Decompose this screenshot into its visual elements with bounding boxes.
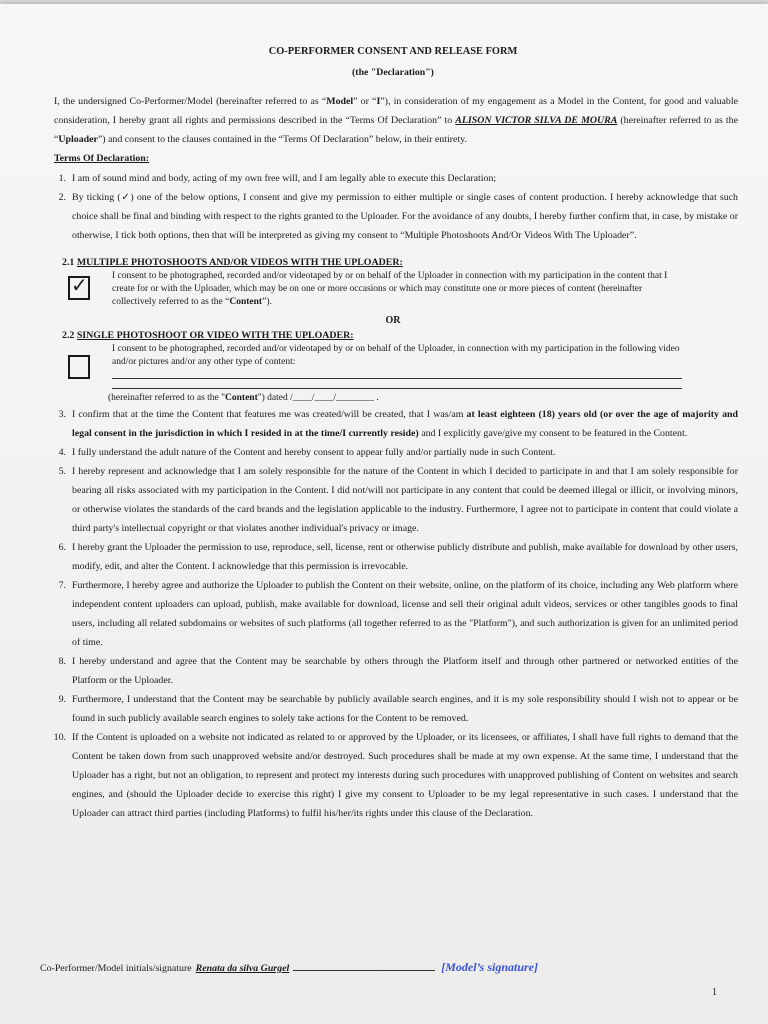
clause-text: If the Content is uploaded on a website not indicated as related to or approved by the Uploader, or its licensees, or affiliates, I shall have full rights to demand that the Content be taken down from such unapproved website and/or destroyed. Such procedures shall be made at my own expense. At the same time, I understand that the Uploader has a right, but not an obligation, to represent and protect my interests during such procedures with unapproved publishing of Content on websites and search engines, and (should the Uploader decide to exercise this right) I give my consent to Uploader to be my legal representative in such cases. I understand that the Uploader can attract third parties (including Platforms) to fulfil his/her/its rights under this clause of the Declaration.: [72, 732, 738, 819]
page-number: 1: [712, 987, 717, 998]
option-single-checkbox[interactable]: [68, 355, 90, 379]
signature-line[interactable]: [293, 960, 435, 971]
clause-text: Furthermore, I understand that the Content may be searchable by publicly available search engines, and it is my sole responsibility should I wish not to appear or be found in such publicly available search engines to solely take actions for the Content to be removed.: [72, 694, 738, 724]
document-page: [0, 4, 768, 1024]
clause-5: [48, 462, 738, 538]
option-heading-text: SINGLE PHOTOSHOOT OR VIDEO WITH THE UPLOADER:: [76, 330, 354, 341]
uploader-term: Uploader: [58, 134, 98, 145]
clause-number: 6.: [58, 542, 66, 553]
clause-number: 1.: [58, 173, 66, 184]
intro-text-5: ”) and consent to the clauses contained in the “Terms Of Declaration” below, in their entirety.: [97, 134, 467, 145]
clause-3-text-a: I confirm that at the time the Content that features me was created/will be created, that I was/am: [72, 409, 467, 420]
document-body: [48, 42, 738, 823]
checkmark-icon: ✓: [71, 273, 88, 297]
option-multiple-checkbox[interactable]: [68, 273, 90, 300]
signature-row: [40, 960, 740, 975]
clause-number: 3.: [58, 409, 66, 420]
clause-text: Furthermore, I hereby agree and authorize the Uploader to publish the Content on their website, online, on the platform of its choice, including any Web platform where independent content uploaders can upload, publish, make available for download, license and sell their original adult videos, services or other tangibles goods to final users, including all related subdomains or websites of such platforms (all together referred to as the "Platform"), and such authorization is given for an unlimited period of time.: [72, 580, 738, 648]
clause-text: I am of sound mind and body, acting of my own free will, and I am legally able to execute this Declaration;: [72, 173, 497, 184]
dated-suffix: ") dated /____/____/________ .: [257, 393, 379, 403]
clause-6: [48, 538, 738, 576]
blank-line-2[interactable]: [112, 379, 682, 389]
clause-text: I hereby grant the Uploader the permission to use, reproduce, sell, license, rent or otherwise publicly distribute and publish, make available for download by other users, modify, edit, and alter the Content. I acknowledge that this permission is irrevocable.: [72, 542, 738, 572]
option-prefix: 2.2: [62, 330, 77, 341]
document-subtitle: (the "Declaration"): [352, 67, 434, 78]
signature-label: Co-Performer/Model initials/signature: [40, 963, 192, 974]
option-multiple-heading: [62, 257, 738, 268]
clause-number: 8.: [58, 656, 66, 667]
clauses-list: [48, 443, 738, 823]
clause-4: [48, 443, 738, 462]
dated-prefix: (hereinafter referred to as the ": [108, 393, 226, 403]
option-heading-text: MULTIPLE PHOTOSHOOTS AND/OR VIDEOS WITH THE UPLOADER:: [76, 257, 403, 268]
clause-10: [48, 728, 738, 823]
clause-3-text-b: and I explicitly gave/give my consent to be featured in the Content.: [418, 428, 688, 439]
option-single-row: [68, 343, 738, 389]
option-single-body: [112, 343, 682, 389]
clause-text: By ticking (✓) one of the below options, I consent and give my permission to either multiple or single cases of content production. I hereby acknowledge that such choice shall be final and binding with respect to the rights granted to the Uploader. For the avoidance of any doubts, I hereby further confirm that, in case, by mistake or otherwise, I tick both options, then that will be interpreted as giving my consent to “Multiple Photoshoots And/Or Videos With The Uploader”.: [72, 192, 738, 241]
option-prefix: 2.1: [62, 257, 77, 268]
clause-number: 4.: [58, 447, 66, 458]
clause-number: 9.: [58, 694, 66, 705]
option-single-heading: [62, 330, 738, 341]
clause-number: 7.: [58, 580, 66, 591]
uploader-name: ALISON VICTOR SILVA DE MOURA: [455, 115, 618, 126]
dated-line: [108, 393, 738, 403]
option-text-end: ”).: [262, 297, 272, 307]
clause-number: 10.: [53, 732, 66, 743]
or-separator: OR: [385, 315, 401, 326]
content-term: Content: [225, 393, 258, 403]
clause-1: [48, 169, 738, 188]
document-title: CO-PERFORMER CONSENT AND RELEASE FORM: [268, 46, 518, 57]
clause-2: [48, 188, 738, 245]
clause-text: [72, 405, 738, 443]
option-single-text: I consent to be photographed, recorded and/or videotaped by or on behalf of the Uploader, in connection with my participation in the following video and/or pictures and/or any other type of content:: [112, 344, 680, 367]
intro-text-3: ”), in consideration of my engagement as a Model in the Content, for good and valuable consideration, I hereby grant all rights and permissions described in the “Terms Of Declaration” to: [54, 96, 738, 126]
intro-paragraph: [48, 92, 738, 149]
clause-text: I fully understand the adult nature of the Content and hereby consent to appear fully and/or partially nude in such Content.: [72, 447, 556, 458]
signature-name: Renata da silva Gurgel: [195, 963, 290, 974]
clause-3: [48, 405, 738, 443]
option-multiple-row: [68, 270, 738, 309]
content-term: Content: [229, 297, 263, 307]
clause-text: I hereby understand and agree that the Content may be searchable by others through the Platform itself and through other partnered or networked entities of the Platform or the Uploader.: [72, 656, 738, 686]
clause-9: [48, 690, 738, 728]
option-text-body: I consent to be photographed, recorded and/or videotaped by or on behalf of the Uploader in connection with my participation in the content that I create for or with the Uploader, which may be on one or more occasions or which may constitute one or more pieces of content (hereinafter collectively referred to as the “: [112, 271, 668, 307]
blank-line-1[interactable]: [112, 369, 682, 379]
option-multiple-text: [112, 270, 682, 309]
clause-number: 2.: [58, 192, 66, 203]
terms-heading: Terms Of Declaration:: [54, 153, 150, 164]
clause-3-bold: at least eighteen (18) years old (or over the age of majority and legal consent in the jurisdiction in which I resided in at the time/I currently reside): [72, 409, 738, 439]
intro-text-4: (hereinafter referred to as the “: [54, 115, 738, 145]
i-term: I: [376, 96, 381, 107]
model-term: Model: [326, 96, 354, 107]
intro-text-1: I, the undersigned Co-Performer/Model (hereinafter referred to as “: [54, 96, 327, 107]
clause-7: [48, 576, 738, 652]
clause-number: 5.: [58, 466, 66, 477]
clause-text: I hereby represent and acknowledge that I am solely responsible for the nature of the Content in which I decided to participate in and that I am solely responsible for bearing all risks associated with my participation in the Content. I did not/will not participate in any content that could be deemed illegal or illicit, or involving minors, or otherwise violates the standards of the card brands and the legislation applicable to the industry. Furthermore, I agree not to participate in content that could violate a third party's intellectual copyright or that violates another individual's privacy or image.: [72, 466, 738, 534]
model-signature: [Model’s signature]: [441, 960, 538, 974]
intro-text-2: ” or “: [353, 96, 377, 107]
clause-8: [48, 652, 738, 690]
